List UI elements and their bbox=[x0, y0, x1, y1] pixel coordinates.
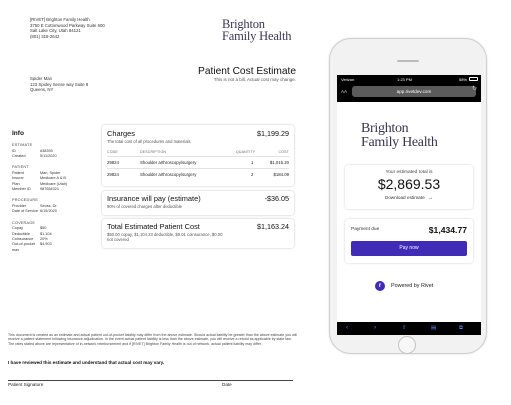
row-code: 29824 bbox=[107, 160, 119, 165]
back-icon[interactable]: ‹ bbox=[346, 324, 349, 331]
phone-brand-line-2: Family Health bbox=[361, 134, 438, 150]
browser-url-bar bbox=[337, 83, 481, 102]
row-quantity: 2 bbox=[251, 172, 254, 177]
info-key: Copay bbox=[12, 226, 23, 231]
info-section-procedure: PROCEDURE bbox=[12, 198, 39, 203]
phone-speaker bbox=[397, 60, 419, 62]
patient-city: Queens, NY bbox=[30, 87, 54, 93]
total-subtitle: $50.00 copay, $1,104.23 deductible, $9.01 coinsurance, $0.00 not covered bbox=[107, 232, 223, 243]
info-heading: Info bbox=[12, 130, 24, 137]
acknowledgement: I have reviewed this estimate and understand that actual cost may vary. bbox=[8, 360, 165, 365]
insurance-card bbox=[102, 191, 294, 215]
info-value: $50 bbox=[40, 226, 47, 231]
charges-amount: $1,199.29 bbox=[257, 129, 289, 138]
info-value: 20% bbox=[40, 237, 48, 242]
estimate-total-value: $2,869.53 bbox=[377, 176, 441, 192]
status-bar bbox=[337, 75, 481, 83]
page-title: Patient Cost Estimate bbox=[198, 66, 296, 77]
payment-due-label: Payment due bbox=[351, 227, 380, 232]
charges-title: Charges bbox=[107, 129, 135, 138]
arrow-right-icon: → bbox=[427, 195, 434, 201]
pay-now-button[interactable]: Pay now bbox=[351, 241, 467, 256]
info-key: Created bbox=[12, 153, 26, 158]
info-panel bbox=[12, 130, 96, 253]
share-icon[interactable]: ⇧ bbox=[402, 325, 407, 331]
rivet-logo-icon: r bbox=[375, 281, 385, 291]
row-description: Shoulder arthroscopy/surgery bbox=[140, 172, 197, 177]
reader-aa-button[interactable]: AA bbox=[341, 89, 348, 94]
brand-line-2: Family Health bbox=[222, 29, 292, 43]
info-value: 987654321 bbox=[40, 187, 60, 192]
payment-due-value: $1,434.77 bbox=[428, 224, 467, 235]
date-label: Date bbox=[222, 382, 232, 387]
status-time: 1:23 PM bbox=[397, 76, 412, 82]
insurance-title: Insurance will pay (estimate) bbox=[107, 194, 201, 203]
info-key: Member ID bbox=[12, 187, 31, 192]
info-section-estimate: ESTIMATE bbox=[12, 143, 33, 147]
column-header-description: DESCRIPTION bbox=[140, 150, 167, 154]
info-key: Date of Service bbox=[12, 209, 38, 214]
charges-card bbox=[102, 125, 294, 186]
browser-toolbar bbox=[337, 322, 481, 335]
column-header-quantity: QUANTITY bbox=[236, 150, 256, 154]
clinic-name: [RIVET] Brighton Family Health bbox=[30, 17, 90, 22]
estimate-total-label: Your estimated total is bbox=[385, 170, 433, 175]
info-value: Man, Spider bbox=[40, 170, 61, 175]
clinic-address bbox=[30, 17, 190, 39]
row-code: 29824 bbox=[107, 172, 119, 177]
info-section-coverage: COVERAGE bbox=[12, 220, 36, 225]
phone-brand-line-1: Brighton bbox=[361, 121, 409, 136]
info-key: Coinsurance bbox=[12, 237, 34, 242]
column-header-cost: COST bbox=[278, 150, 289, 154]
page-subtitle: This is not a bill. Actual cost may change. bbox=[213, 77, 296, 82]
row-cost: $1,015.20 bbox=[269, 160, 289, 165]
powered-by-label: Powered by Rivet bbox=[391, 283, 434, 289]
info-row bbox=[12, 242, 96, 253]
info-key: Patient bbox=[12, 170, 24, 175]
info-key: ID bbox=[12, 148, 16, 153]
total-card bbox=[102, 219, 294, 248]
row-quantity: 1 bbox=[251, 160, 254, 165]
signature-label: Patient Signature bbox=[8, 382, 44, 387]
info-row bbox=[12, 209, 96, 214]
info-value: Seuss, Dr. bbox=[40, 203, 58, 208]
bookmarks-icon[interactable]: ▤ bbox=[431, 325, 437, 331]
clinic-city: Salt Lake City, Utah 84121 bbox=[30, 28, 81, 34]
row-description: Shoulder arthroscopy/surgery bbox=[140, 160, 197, 165]
insurance-amount: -$36.05 bbox=[264, 194, 289, 203]
info-key: Plan bbox=[12, 181, 20, 186]
info-key: Out-of-pocket max bbox=[12, 242, 36, 252]
phone-brand-logo bbox=[361, 122, 438, 149]
table-row bbox=[107, 156, 289, 166]
info-key: Deductible bbox=[12, 231, 30, 236]
disclaimer: This document is created as an estimate and actual patient out-of-pocket liability may differ from the above estimate. Should actual liability be greater than the above estimate you will receive a patient statement following insurance adjudication. In the event actual patient liability is less than the above estimate, you will receive a refund as applicable by state law. The rates stated above are representative of in-network reimbursement and if [RIVET] Brighton Family Health is out of network, actual patient liability may differ. bbox=[8, 333, 297, 346]
download-estimate-button[interactable] bbox=[345, 195, 473, 201]
powered-by bbox=[375, 280, 433, 292]
total-title: Total Estimated Patient Cost bbox=[107, 222, 200, 231]
forward-icon[interactable]: › bbox=[374, 324, 377, 331]
info-value: $1,104 bbox=[40, 231, 52, 236]
info-row bbox=[12, 187, 96, 192]
battery-icon bbox=[469, 77, 478, 81]
charges-subtitle: The total cost of all procedures and materials bbox=[107, 139, 191, 144]
download-estimate-label: Download estimate bbox=[384, 195, 425, 200]
info-value: 5/11/2020 bbox=[40, 153, 57, 158]
info-section-patient: PATIENT bbox=[12, 165, 29, 170]
reload-icon[interactable]: ↻ bbox=[471, 86, 477, 92]
info-key: Provider bbox=[12, 203, 27, 208]
web-content bbox=[337, 102, 481, 322]
info-value: 6/15/2020 bbox=[40, 209, 57, 214]
clinic-street: 3750 E Cottonwood Parkway Suite 600 bbox=[30, 22, 105, 28]
info-value: $4,903 bbox=[40, 242, 52, 247]
tabs-icon[interactable]: ⧉ bbox=[459, 325, 463, 331]
info-value: Medicare (Utah) bbox=[40, 181, 68, 186]
estimate-total-card bbox=[345, 165, 473, 209]
battery-percent: 58% bbox=[458, 76, 467, 82]
brand-logo bbox=[222, 18, 291, 42]
table-row bbox=[107, 168, 289, 178]
phone-home-button[interactable] bbox=[398, 336, 416, 354]
phone-screen bbox=[337, 75, 481, 335]
total-amount: $1,163.24 bbox=[257, 222, 289, 231]
brand-line-1: Brighton bbox=[222, 17, 265, 31]
info-row bbox=[12, 154, 96, 159]
row-cost: $184.09 bbox=[273, 172, 289, 177]
insurance-subtitle: 90% of covered charges after deductible bbox=[107, 204, 182, 209]
patient-address bbox=[30, 76, 170, 93]
info-value: #38393 bbox=[40, 148, 53, 153]
signature-line bbox=[8, 380, 293, 381]
column-header-code: CODE bbox=[107, 150, 118, 154]
payment-card bbox=[345, 219, 473, 263]
patient-street: 123 Spidey Sense way Suite 8 bbox=[30, 81, 89, 87]
address-field[interactable]: app.rivetdev.com bbox=[352, 86, 476, 97]
info-key: Insurer bbox=[12, 176, 24, 181]
carrier-label: Verizon bbox=[341, 76, 355, 82]
patient-name: Spider Man bbox=[30, 76, 52, 81]
info-value: Medicare A & B bbox=[40, 176, 66, 181]
clinic-phone: (801) 318-2642 bbox=[30, 33, 60, 39]
